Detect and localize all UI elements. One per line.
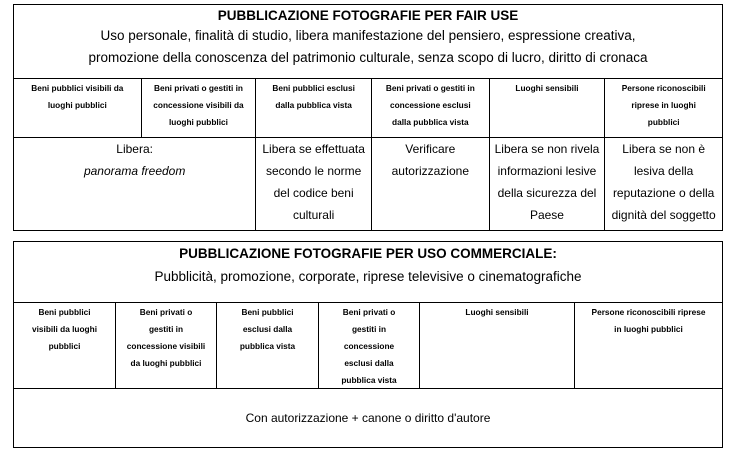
commercial-column-headers bbox=[14, 303, 722, 389]
column-header-recognizable-persons: Persone riconoscibili riprese in luoghi pubblici bbox=[591, 307, 706, 334]
fair-use-column-headers bbox=[14, 79, 722, 138]
column-header-public-visible: Beni pubblici visibili da luoghi pubblici bbox=[14, 303, 116, 388]
fair-use-table bbox=[13, 4, 723, 231]
panorama-freedom-note: panorama freedom bbox=[83, 164, 186, 178]
column-header-sensitive-places: Luoghi sensibili bbox=[420, 303, 575, 388]
rule-sensitive-places: Libera se non rivela informazioni lesive della sicurezza del Paese bbox=[490, 138, 606, 231]
column-header-sensitive-places: Luoghi sensibili bbox=[490, 79, 606, 137]
fair-use-rules-row bbox=[14, 138, 722, 231]
commercial-rule: Con autorizzazione + canone o diritto d'autore bbox=[245, 411, 491, 425]
column-header-public-visible: Beni pubblici visibili da luoghi pubblici bbox=[14, 79, 142, 137]
column-header-private-visible: Beni privati o gestiti in concessione visibili da luoghi pubblici bbox=[142, 79, 257, 137]
libera-label: Libera: bbox=[116, 142, 153, 156]
column-header-private-excluded: Beni privati o gestiti in concessione esclusi dalla pubblica vista bbox=[319, 303, 420, 388]
column-header-public-excluded: Beni pubblici esclusi dalla pubblica vista bbox=[217, 303, 319, 388]
rule-public-excluded: Libera se effettuata secondo le norme del codice beni culturali bbox=[256, 138, 372, 231]
rule-private-excluded: Verificare autorizzazione bbox=[372, 138, 490, 231]
fair-use-header bbox=[14, 5, 722, 79]
rule-recognizable-persons: Libera se non è lesiva della reputazione o della dignità del soggetto bbox=[611, 142, 716, 222]
column-header-recognizable-persons: Persone riconoscibili riprese in luoghi pubblici bbox=[621, 83, 706, 127]
commercial-title: PUBBLICAZIONE FOTOGRAFIE PER USO COMMERCIALE: bbox=[179, 246, 557, 261]
commercial-use-table bbox=[13, 241, 723, 448]
column-header-public-excluded: Beni pubblici esclusi dalla pubblica vista bbox=[256, 79, 372, 137]
column-header-private-excluded: Beni privati o gestiti in concessione esclusi dalla pubblica vista bbox=[372, 79, 490, 137]
commercial-header bbox=[14, 242, 722, 303]
fair-use-subtitle-line2: promozione della conoscenza del patrimonio culturale, senza scopo di lucro, diritto di cronaca bbox=[88, 50, 648, 65]
rule-panorama-freedom bbox=[14, 138, 256, 231]
fair-use-subtitle-line1: Uso personale, finalità di studio, libera manifestazione del pensiero, espressione creativa, bbox=[100, 28, 636, 43]
fair-use-title: PUBBLICAZIONE FOTOGRAFIE PER FAIR USE bbox=[217, 8, 519, 23]
commercial-subtitle: Pubblicità, promozione, corporate, riprese televisive o cinematografiche bbox=[154, 269, 582, 284]
column-header-private-visible: Beni privati o gestiti in concessione visibili da luoghi pubblici bbox=[116, 303, 217, 388]
